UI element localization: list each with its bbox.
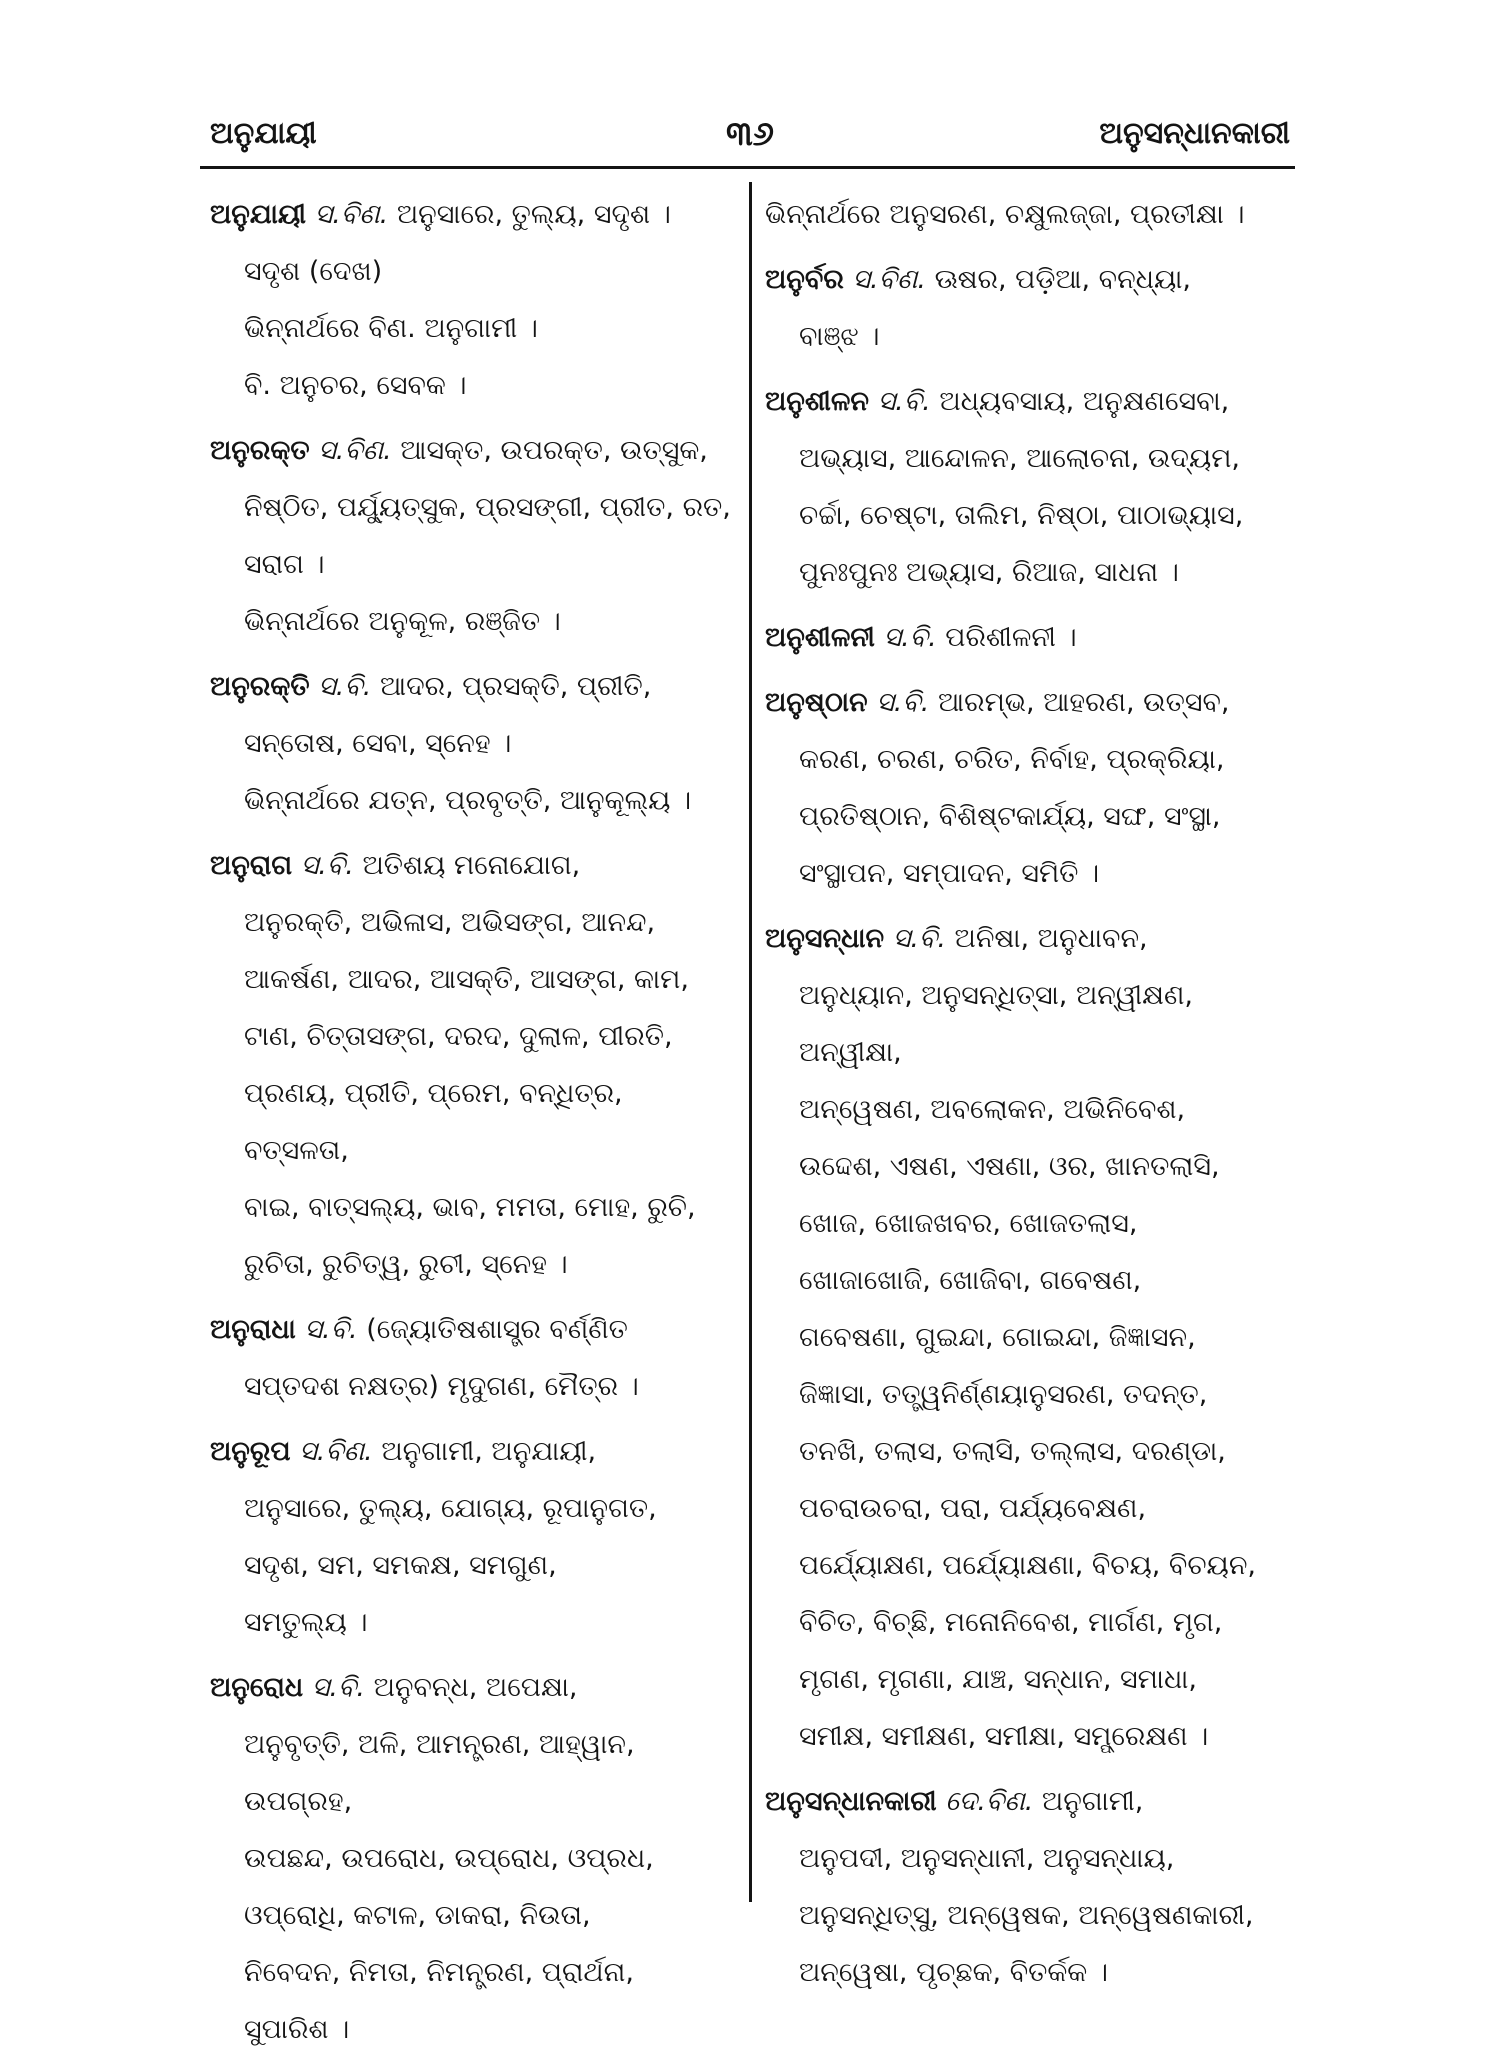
entry-part-of-speech: ସ.ବିଣ.	[299, 1436, 373, 1467]
entry-part-of-speech: ସ.ବି.	[883, 622, 937, 653]
entry-first-line	[765, 674, 1295, 731]
entry-part-of-speech: ସ.ବି.	[304, 1314, 358, 1345]
entry-continuation-line: ପ୍ରଣୟ, ପ୍ରୀତି, ପ୍ରେମ, ବନ୍ଧିତ୍ର, ବତ୍ସଳତା,	[244, 1078, 623, 1166]
entry-first-line	[765, 1773, 1295, 1830]
entry-first-line	[765, 186, 1295, 243]
entry-continuation-line: ପର୍ଯ୍ୟୋକ୍ଷଣ, ପର୍ଯ୍ୟୋକ୍ଷଣା, ବିଚୟ, ବିଚୟନ,	[799, 1550, 1257, 1581]
entry-continuation-line: ଚର୍ଚ୍ଚା, ଚେଷ୍ଟା, ତାଲିମ, ନିଷ୍ଠା, ପାଠାଭ୍ୟାସ,	[799, 500, 1244, 531]
header-right-guideword: ଅନୁସନ୍ଧାନକାରୀ	[1099, 116, 1290, 151]
entry-continuation-line: ମୃଗଣ, ମୃଗଣା, ଯାଞ୍ଚ, ସନ୍ଧାନ, ସମାଧା,	[799, 1664, 1197, 1695]
entry-continuation-line: ସପ୍ତଦଶ ନକ୍ଷତ୍ର) ମୃଦୁଗଣ, ମୈତ୍ର ।	[244, 1371, 639, 1402]
left-column	[210, 186, 735, 2058]
entry-headword: ଅନୁରୋଧ	[210, 1672, 304, 1703]
entry-continuation-line: ଅନୁସାରେ, ତୁଲ୍ୟ, ଯୋଗ୍ୟ, ରୂପାନୁଗତ,	[244, 1493, 657, 1524]
entry-continuation-line: ସଂସ୍ଥାପନ, ସମ୍ପାଦନ, ସମିତି ।	[799, 858, 1100, 889]
entry-continuation-line: ବାଞ୍ଝ ।	[799, 321, 880, 352]
entry-text: (ଜ୍ୟୋତିଷଶାସ୍ତ୍ର ବର୍ଣ୍ଣିତ	[366, 1314, 628, 1345]
entry-headword: ଅନୁସନ୍ଧାନକାରୀ	[765, 1786, 937, 1817]
entry-text: ଆରମ୍ଭ, ଆହରଣ, ଉତ୍ସବ,	[937, 687, 1230, 718]
entry-part-of-speech: ସ.ବି.	[892, 923, 946, 954]
entry-continuation-line: ଓପ୍ରୋଧି, କଟାଳ, ଡାକରା, ନିଉତା,	[244, 1900, 591, 1931]
entry-continuation-line: ଭିନ୍ନାର୍ଥରେ ଯତ୍ନ, ପ୍ରବୃତ୍ତି, ଆନୁକୂଲ୍ୟ ।	[244, 785, 692, 816]
dictionary-entry	[210, 186, 735, 414]
entry-continuation-line: ଅନୁପଦୀ, ଅନୁସନ୍ଧାନୀ, ଅନୁସନ୍ଧାୟ,	[799, 1843, 1175, 1874]
entry-continuation-line: ପ୍ରତିଷ୍ଠାନ, ବିଶିଷ୍ଟକାର୍ଯ୍ୟ, ସଙ୍ଘ, ସଂସ୍ଥା,	[799, 801, 1221, 832]
entry-continuation-line: ପୁନଃପୁନଃ ଅଭ୍ୟାସ, ରିଆଜ, ସାଧନା ।	[799, 557, 1179, 588]
entry-continuation-line: ଅନୁବୃତ୍ତି, ଅଳି, ଆମନ୍ତ୍ରଣ, ଆହ୍ୱାନ, ଉପଗ୍ରହ,	[244, 1729, 635, 1817]
entry-headword: ଅନୁଶୀଳନୀ	[765, 622, 875, 653]
entry-first-line	[210, 658, 735, 715]
entry-continuation-line: ଅନ୍ୱେଷା, ପୃଚ୍ଛକ, ବିତର୍କକ ।	[799, 1957, 1108, 1988]
entry-continuation-line: ସଦୃଶ (ଦେଖ)	[244, 256, 383, 287]
entry-continuation-line: ଟାଣ, ଚିତ୍ତାସଙ୍ଗ, ଦରଦ, ଦୁଲାଳ, ପୀରତି,	[244, 1021, 673, 1052]
entry-text: ଆଦର, ପ୍ରସକ୍ତି, ପ୍ରୀତି,	[379, 671, 652, 702]
entry-headword: ଅନୁରାଗ	[210, 850, 293, 881]
entry-first-line	[765, 373, 1295, 430]
page-number: ୩୬	[725, 114, 775, 154]
entry-part-of-speech: ସ.ବି.	[877, 386, 931, 417]
entry-continuation-line: ଜିଜ୍ଞାସା, ତତ୍ତ୍ୱନିର୍ଣ୍ଣୟାନୁସରଣ, ତଦନ୍ତ,	[799, 1379, 1208, 1410]
dictionary-entry	[765, 186, 1295, 243]
entry-text: ଅନୁବନ୍ଧ, ଅପେକ୍ଷା,	[373, 1672, 578, 1703]
entry-continuation-line: ଆକର୍ଷଣ, ଆଦର, ଆସକ୍ତି, ଆସଙ୍ଗ, କାମ,	[244, 964, 689, 995]
dictionary-entry	[210, 837, 735, 1293]
entry-first-line	[765, 609, 1295, 666]
entry-first-line	[210, 1659, 735, 1716]
dictionary-entry	[210, 1659, 735, 2058]
dictionary-entry	[765, 910, 1295, 1765]
entry-continuation-line: ଭିନ୍ନାର୍ଥରେ ବିଣ. ଅନୁଗାମୀ ।	[244, 313, 538, 344]
dictionary-entry	[210, 658, 735, 829]
entry-part-of-speech: ଦେ.ବିଣ.	[945, 1786, 1034, 1817]
entry-headword: ଅନୁଷ୍ଠାନ	[765, 687, 868, 718]
entry-first-line	[210, 186, 735, 243]
entry-continuation-line: ଅନୁରକ୍ତି, ଅଭିଳାସ, ଅଭିସଙ୍ଗ, ଆନନ୍ଦ,	[244, 907, 656, 938]
entry-continuation-line: ସମତୁଲ୍ୟ ।	[244, 1607, 368, 1638]
entry-text: ଅନୁଗାମୀ, ଅନୁଯାୟୀ,	[381, 1436, 597, 1467]
entry-continuation-line: ତନଖି, ତଲାସ, ତଲାସି, ତଲ୍ଲାସ, ଦରଣ୍ଡା,	[799, 1436, 1226, 1467]
entry-first-line	[210, 1423, 735, 1480]
entry-headword: ଅନୁଶୀଳନ	[765, 386, 869, 417]
entry-first-line	[765, 910, 1295, 967]
entry-continuation-line: ଖୋଜ, ଖୋଜଖବର, ଖୋଜତଲାସ,	[799, 1208, 1138, 1239]
entry-first-line	[210, 837, 735, 894]
entry-text: ଅନୁସାରେ, ତୁଲ୍ୟ, ସଦୃଶ ।	[396, 199, 671, 230]
entry-continuation-line: ଉପଛନ୍ଦ, ଉପରୋଧ, ଉପ୍ରୋଧ, ଓପ୍ରଧ,	[244, 1843, 654, 1874]
entry-part-of-speech: ସ.ବି.	[318, 671, 372, 702]
entry-text: ଊଷର, ପଡ଼ିଆ, ବନ୍ଧ୍ୟା,	[934, 264, 1191, 295]
entry-first-line	[210, 1301, 735, 1358]
entry-continuation-line: ଅନୁସନ୍ଧିତ୍ସୁ, ଅନ୍ୱେଷକ, ଅନ୍ୱେଷଣକାରୀ,	[799, 1900, 1254, 1931]
header-left-guideword: ଅନୁଯାୟୀ	[210, 116, 317, 151]
entry-part-of-speech: ସ.ବି.	[876, 687, 930, 718]
dictionary-entry	[210, 422, 735, 650]
entry-continuation-line: ସରାଗ ।	[244, 549, 325, 580]
dictionary-entry	[210, 1301, 735, 1415]
entry-text: ଅତିଶୟ ମନୋଯୋଗ,	[362, 850, 581, 881]
entry-continuation-line: ସମୀକ୍ଷ, ସମୀକ୍ଷଣ, ସମୀକ୍ଷା, ସମ୍ପ୍ରେକ୍ଷଣ ।	[799, 1721, 1209, 1752]
dictionary-entry	[765, 609, 1295, 666]
dictionary-entry	[765, 674, 1295, 902]
entry-part-of-speech: ସ.ବି.	[300, 850, 354, 881]
entry-continuation-line: ନିବେଦନ, ନିମତା, ନିମନ୍ତ୍ରଣ, ପ୍ରାର୍ଥନା,	[244, 1957, 634, 1988]
entry-text: ପରିଶୀଳନୀ ।	[945, 622, 1077, 653]
entry-part-of-speech: ସ.ବି.	[311, 1672, 365, 1703]
entry-continuation-line: ଖୋଜାଖୋଜି, ଖୋଜିବା, ଗବେଷଣ,	[799, 1265, 1142, 1296]
entry-continuation-line: ବି. ଅନୁଚର, ସେବକ ।	[244, 370, 467, 401]
dictionary-entry	[765, 251, 1295, 365]
entry-first-line	[210, 422, 735, 479]
entry-continuation-line: ବାଇ, ବାତ୍ସଲ୍ୟ, ଭାବ, ମମତା, ମୋହ, ରୁଚି,	[244, 1192, 696, 1223]
entry-continuation-line: ସନ୍ତୋଷ, ସେବା, ସ୍ନେହ ।	[244, 728, 512, 759]
entry-continuation-line: ଭିନ୍ନାର୍ଥରେ ଅନୁକୂଳ, ରଞ୍ଜିତ ।	[244, 606, 561, 637]
entry-continuation-line: ସୁପାରିଶ ।	[244, 2014, 350, 2045]
header-rule	[200, 166, 1295, 169]
page-header	[210, 114, 1290, 160]
entry-headword: ଅନୁରକ୍ତି	[210, 671, 310, 702]
entry-continuation-line: କରଣ, ଚରଣ, ଚରିତ, ନିର୍ବାହ, ପ୍ରକ୍ରିୟା,	[799, 744, 1225, 775]
entry-continuation-line: ଗବେଷଣା, ଗୁଇନ୍ଦା, ଗୋଇନ୍ଦା, ଜିଜ୍ଞାସନ,	[799, 1322, 1196, 1353]
entry-headword: ଅନୁସନ୍ଧାନ	[765, 923, 885, 954]
entry-part-of-speech: ସ.ବିଣ.	[314, 199, 389, 230]
entry-continuation-line: ଉଦ୍ଦେଶ, ଏଷଣ, ଏଷଣା, ଓର, ଖାନତଲାସି,	[799, 1151, 1220, 1182]
entry-text: ଅଧ୍ୟବସାୟ, ଅନୁକ୍ଷଣସେବା,	[939, 386, 1230, 417]
entry-headword: ଅନୁରକ୍ତ	[210, 435, 310, 466]
entry-continuation-line: ପଚରାଉଚରା, ପରା, ପର୍ଯ୍ୟବେକ୍ଷଣ,	[799, 1493, 1147, 1524]
column-divider	[749, 182, 752, 1902]
entry-continuation-line: ସଦୃଶ, ସମ, ସମକକ୍ଷ, ସମଗୁଣ,	[244, 1550, 557, 1581]
entry-part-of-speech: ସ.ବିଣ.	[852, 264, 926, 295]
entry-continuation-line: ରୁଚିତା, ରୁଚିତ୍ୱ, ରୁଚୀ, ସ୍ନେହ ।	[244, 1249, 568, 1280]
entry-headword: ଅନୁଯାୟୀ	[210, 199, 307, 230]
entry-headword: ଅନୁରୂପ	[210, 1436, 291, 1467]
entry-first-line	[765, 251, 1295, 308]
entry-continuation-line: ଅଭ୍ୟାସ, ଆନ୍ଦୋଳନ, ଆଲୋଚନା, ଉଦ୍ୟମ,	[799, 443, 1241, 474]
entry-headword: ଅନୁରାଧା	[210, 1314, 296, 1345]
entry-continuation-line: ଅନ୍ୱେଷଣ, ଅବଲୋକନ, ଅଭିନିବେଶ,	[799, 1094, 1186, 1125]
entry-text: ଭିନ୍ନାର୍ଥରେ ଅନୁସରଣ, ଚକ୍ଷୁଲଜ୍ଜା, ପ୍ରତୀକ୍ଷା ।	[765, 199, 1245, 230]
dictionary-entry	[765, 1773, 1295, 2001]
right-column	[765, 186, 1295, 2001]
entry-part-of-speech: ସ.ବିଣ.	[318, 435, 392, 466]
entry-continuation-line: ବିଚିତ, ବିଚ୍ଛି, ମନୋନିବେଶ, ମାର୍ଗଣ, ମୃଗ,	[799, 1607, 1223, 1638]
entry-text: ଆସକ୍ତ, ଉପରକ୍ତ, ଉତ୍ସୁକ,	[400, 435, 708, 466]
dictionary-entry	[765, 373, 1295, 601]
entry-continuation-line: ନିଷ୍ଠିତ, ପର୍ଯ୍ୟୁତ୍ସୁକ, ପ୍ରସଙ୍ଗୀ, ପ୍ରୀତ, ରତ,	[244, 492, 731, 523]
entry-continuation-line: ଅନୁଧ୍ୟାନ, ଅନୁସନ୍ଧିତ୍ସା, ଅନ୍ୱୀକ୍ଷଣ, ଅନ୍ୱୀକ୍ଷା,	[799, 980, 1193, 1068]
dictionary-entry	[210, 1423, 735, 1651]
entry-text: ଅନୁଗାମୀ,	[1041, 1786, 1144, 1817]
entry-headword: ଅନୁର୍ବର	[765, 264, 844, 295]
entry-text: ଅନିଷା, ଅନୁଧାବନ,	[954, 923, 1148, 954]
